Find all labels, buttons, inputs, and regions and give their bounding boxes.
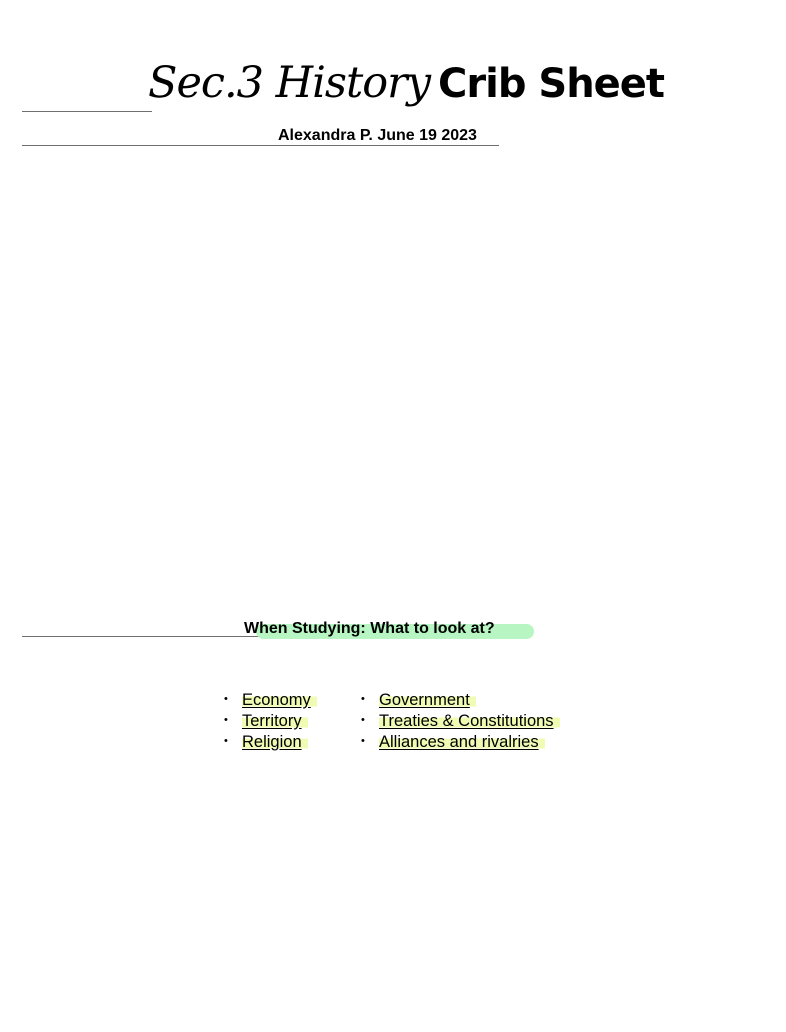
bullet-icon: •	[224, 693, 228, 705]
topic-treaties-constitutions: Treaties & Constitutions	[379, 713, 560, 729]
topic-alliances-rivalries: Alliances and rivalries	[379, 734, 545, 750]
topic-religion: Religion	[242, 734, 308, 750]
title-bold-part: Crib Sheet	[438, 61, 665, 107]
section-heading-wrap	[244, 620, 495, 638]
study-topics-right-list	[361, 689, 560, 752]
section-heading: When Studying: What to look at?	[244, 620, 495, 637]
topic-territory: Territory	[242, 713, 308, 729]
page-title	[148, 58, 665, 108]
bullet-icon: •	[224, 714, 228, 726]
title-underline-rule	[22, 111, 152, 112]
study-topics-left-list	[224, 689, 317, 752]
bullet-icon: •	[361, 714, 365, 726]
list-item	[224, 731, 317, 752]
title-script-part: Sec.3 History	[148, 58, 431, 108]
bullet-icon: •	[224, 735, 228, 747]
list-item	[224, 710, 317, 731]
author-date-line: Alexandra P. June 19 2023	[278, 127, 477, 144]
list-item	[361, 731, 560, 752]
list-item	[361, 689, 560, 710]
topic-government: Government	[379, 692, 476, 708]
bullet-icon: •	[361, 693, 365, 705]
list-item	[361, 710, 560, 731]
topic-economy: Economy	[242, 692, 317, 708]
bullet-icon: •	[361, 735, 365, 747]
author-underline-rule	[22, 145, 499, 146]
list-item	[224, 689, 317, 710]
